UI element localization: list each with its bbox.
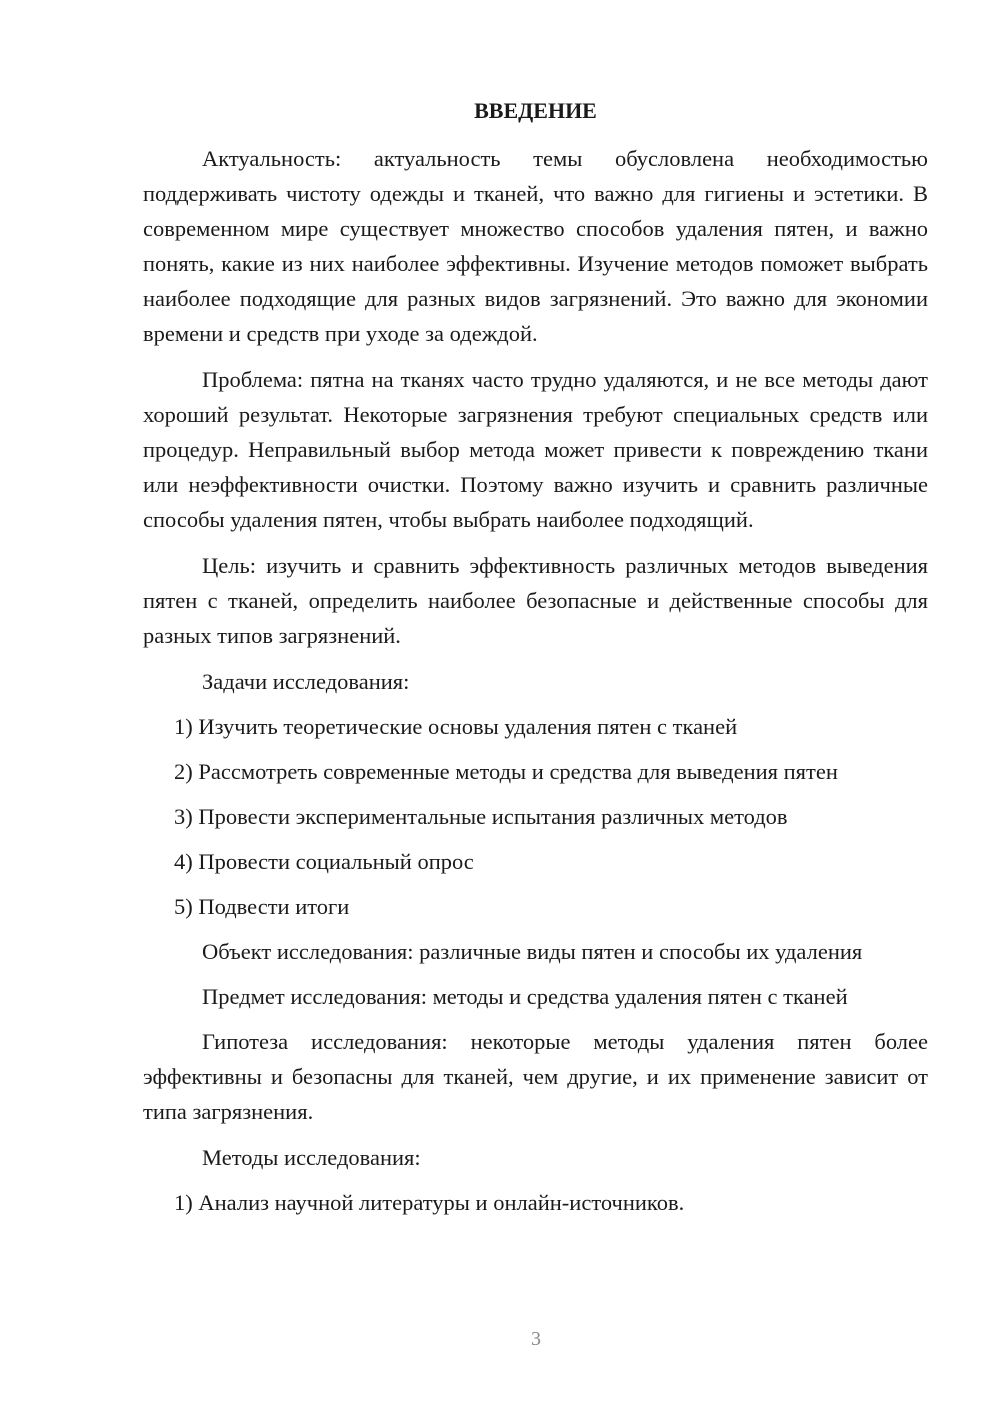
relevance-paragraph: Актуальность: актуальность темы обусловлена необходимостью поддерживать чистоту одежды и тканей, что важно для гигиены и эстетики. В современном мире существует множество способов удаления пятен, и важно понять, какие из них наиболее эффективны. Изучение методов поможет выбрать наиболее подходящие для разных видов загрязнений. Это важно для экономии времени и средств при уходе за одеждой. — [143, 146, 928, 346]
task-item-4: 4) Провести социальный опрос — [174, 849, 474, 874]
page-title: ВВЕДЕНИЕ — [474, 98, 597, 123]
page-number: 3 — [531, 1328, 541, 1350]
methods-list — [143, 1185, 928, 1220]
tasks-heading: Задачи исследования: — [202, 669, 410, 694]
methods-heading: Методы исследования: — [202, 1145, 421, 1170]
hypothesis-paragraph: Гипотеза исследования: некоторые методы удаления пятен более эффективны и безопасны для тканей, чем другие, и их применение зависит от типа загрязнения. — [143, 1029, 928, 1124]
problem-paragraph: Проблема: пятна на тканях часто трудно удаляются, и не все методы дают хороший результат. Некоторые загрязнения требуют специальных средств или процедур. Неправильный выбор метода может привести к повреждению ткани или неэффективности очистки. Поэтому важно изучить и сравнить различные способы удаления пятен, чтобы выбрать наиболее подходящий. — [143, 367, 928, 532]
research-subject: Предмет исследования: методы и средства удаления пятен с тканей — [202, 984, 848, 1009]
goal-paragraph: Цель: изучить и сравнить эффективность различных методов выведения пятен с тканей, определить наиболее безопасные и действенные способы для разных типов загрязнений. — [143, 553, 928, 648]
task-item-3: 3) Провести экспериментальные испытания различных методов — [174, 804, 788, 829]
page-content — [143, 93, 928, 1230]
method-item-1: 1) Анализ научной литературы и онлайн-источников. — [174, 1190, 685, 1215]
task-item-1: 1) Изучить теоретические основы удаления пятен с тканей — [174, 714, 738, 739]
tasks-list — [143, 709, 928, 924]
research-object: Объект исследования: различные виды пятен и способы их удаления — [202, 939, 863, 964]
task-item-5: 5) Подвести итоги — [174, 894, 350, 919]
task-item-2: 2) Рассмотреть современные методы и средства для выведения пятен — [174, 759, 838, 784]
